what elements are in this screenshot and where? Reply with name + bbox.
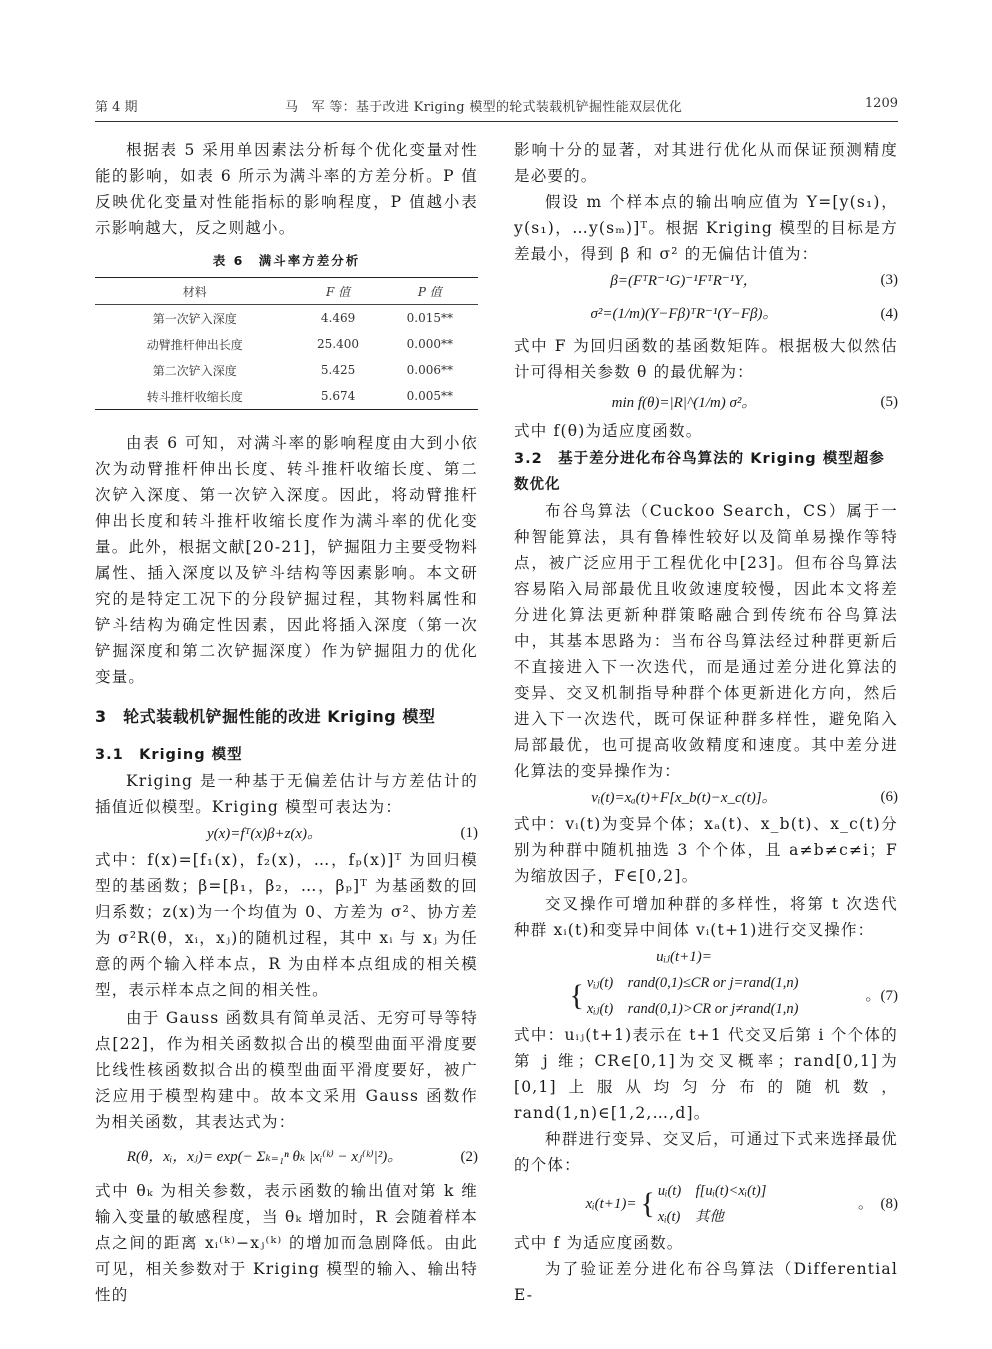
- paragraph: 为了验证差分进化布谷鸟算法（Differential E-: [514, 1260, 898, 1304]
- cell: 第二次铲入深度: [152, 363, 237, 378]
- variance-table: [95, 277, 478, 410]
- equation-number: (6): [880, 789, 898, 805]
- equation-number: (5): [880, 393, 898, 410]
- subsection-heading: 3.1 Kriging 模型: [95, 747, 243, 763]
- paragraph: 由表 6 可知，对满斗率的影响程度由大到小依次为动臂推杆伸出长度、转斗推杆收缩长度、第二次铲入深度、第一次铲入深度。因此，将动臂推杆伸出长度和转斗推杆收缩长度作为满斗率的优化变量。此外，根据文献[20-21]，铲掘阻力主要受物料属性、插入深度以及铲斗结构等因素影响。本文研究的是特定工况下的分段铲掘过程，其物料属性和铲斗结构为确定性因素，因此将插入深度（第一次铲掘深度和第二次铲掘深度）作为铲掘阻力的优化变量。: [95, 434, 478, 686]
- paragraph: 式中：f(x)=[f₁(x)，f₂(x)，…，fₚ(x)]ᵀ 为回归模型的基函数；β=[β₁，β₂，…，βₚ]ᵀ 为基函数的回归系数；z(x)为一个均值为 0、方差为 σ²、协方差为 σ²R(θ，xᵢ，xⱼ)的随机过程，其中 xᵢ 与 xⱼ 为任意的两个输入样本点，R 为由样本点组成的相关模型，表示样本点之间的相关性。: [95, 851, 478, 999]
- equation-5: min f(θ)=|R|^(1/m) σ²。: [611, 395, 757, 411]
- paragraph: 影响十分的显著，对其进行优化从而保证预测精度是必要的。: [514, 141, 898, 185]
- equation-number: (4): [880, 305, 898, 322]
- table-row: [95, 357, 478, 383]
- equation-2: R(θ，xᵢ，xⱼ)= exp(− Σₖ₌₁ⁿ θₖ |xᵢ⁽ᵏ⁾ − xⱼ⁽ᵏ⁾|²)。: [126, 1149, 403, 1165]
- equation-number: (3): [880, 272, 898, 288]
- paragraph: 布谷鸟算法（Cuckoo Search，CS）属于一种智能算法，具有鲁棒性较好以及简单易操作等特点，被广泛应用于工程优化中[23]。但布谷鸟算法容易陷入局部最优且收敛速度较慢，因此本文将差分进化算法更新种群策略融合到传统布谷鸟算法中，其基本思路为：当布谷鸟算法经过种群更新后不直接进入下一次迭代，而是通过差分进化算法的变异、交叉机制指导种群个体更新进化方向，然后进入下一次迭代，既可保证种群多样性，避免陷入局部最优，也可提高收敛精度和速度。其中差分进化算法的变异操作为：: [514, 502, 898, 780]
- paragraph: Kriging 是一种基于无偏差估计与方差估计的插值近似模型。Kriging 模型可表达为：: [95, 772, 478, 816]
- cell: 4.469: [320, 311, 356, 325]
- paragraph: 由于 Gauss 函数具有简单灵活、无穷可导等特点[22]，作为相关函数拟合出的模型曲面平滑度要比线性核函数拟合出的模型曲面平滑度要好，被广泛应用于模型构建中。故本文采用 Gauss 函数作为相关函数，其表达式为：: [95, 1009, 478, 1131]
- table-row: [95, 383, 478, 410]
- cell: 0.005**: [406, 389, 454, 403]
- subsection-heading: 3.2 基于差分进化布谷鸟算法的 Kriging 模型超参数优化: [514, 451, 885, 493]
- equation-row: [514, 970, 898, 1022]
- cell: 5.425: [320, 363, 356, 377]
- equation-row: [514, 1178, 898, 1230]
- equation-number: (2): [460, 1148, 478, 1165]
- equation-7-case2: xᵢⱼ(t) rand(0,1)>CR or j≠rand(1,n): [586, 1001, 799, 1017]
- paragraph: 式中 f 为适应度函数。: [514, 1234, 684, 1252]
- table-row: [95, 331, 478, 357]
- cell: 25.400: [317, 337, 360, 351]
- equation-row: [95, 1135, 478, 1178]
- equation-row: [514, 784, 898, 811]
- equation-8-case2: xᵢ(t) 其他: [657, 1209, 724, 1225]
- paragraph: 式中 F 为回归函数的基函数矩阵。根据极大似然估计可得相关参数 θ 的最优解为：: [514, 337, 898, 381]
- equation-7-lhs: uᵢⱼ(t+1)=: [656, 949, 712, 965]
- left-column: [95, 137, 478, 1308]
- cell: 5.674: [320, 389, 356, 403]
- equation-6: vᵢ(t)=xₐ(t)+F[x_b(t)−x_c(t)]。: [591, 790, 777, 806]
- col-header: F 值: [325, 284, 351, 299]
- equation-4: σ²=(1/m)(Y−Fβ)ᵀR⁻¹(Y−Fβ)。: [590, 306, 778, 322]
- equation-row: [95, 820, 478, 847]
- case-lines: [658, 1178, 766, 1230]
- header-rule: [95, 121, 898, 122]
- right-column: [514, 137, 898, 1308]
- equation-8-case1: uᵢ(t) f[uᵢ(t)<xᵢ(t)]: [657, 1183, 767, 1199]
- col-header: 材料: [182, 284, 207, 299]
- section-heading: 3 轮式装载机铲掘性能的改进 Kriging 模型: [95, 707, 436, 726]
- table-row: [95, 305, 478, 332]
- equation-row: [514, 385, 898, 418]
- col-header: P 值: [417, 284, 442, 299]
- paragraph: 式中 θₖ 为相关参数，表示函数的输出值对第 k 维输入变量的敏感程度，当 θₖ 增加时，R 会随着样本点之间的距离 xᵢ⁽ᵏ⁾−xⱼ⁽ᵏ⁾ 的增加而急剧降低。由此可见，相关参数对于 Kriging 模型的输入、输出特性的: [95, 1182, 478, 1304]
- cell: 第一次铲入深度: [152, 311, 237, 326]
- paragraph: 式中：vᵢ(t)为变异个体；xₐ(t)、x_b(t)、x_c(t)分别为种群中随机抽选 3 个个体，且 a≠b≠c≠i；F 为缩放因子，F∈[0,2]。: [514, 815, 898, 885]
- equation-number: 。(7): [865, 988, 898, 1004]
- brace: {: [640, 1187, 655, 1220]
- equation-number: 。 (8): [858, 1196, 898, 1212]
- page-number: 1209: [864, 96, 898, 111]
- equation-8-lhs: xᵢ(t+1)=: [585, 1196, 637, 1212]
- cell: 动臂推杆伸出长度: [146, 337, 243, 352]
- brace: {: [569, 979, 584, 1012]
- paragraph: 式中：uᵢⱼ(t+1)表示在 t+1 代交叉后第 i 个个体的第 j 维；CR∈[0,1]为交叉概率；rand[0,1]为[0,1]上服从均匀分布的随机数，rand(1,n)∈[1,2,…,d]。: [514, 1026, 898, 1122]
- cell: 0.015**: [406, 311, 454, 325]
- paragraph: 交叉操作可增加种群的多样性，将第 t 次迭代种群 xᵢ(t)和变异中间体 vᵢ(t+1)进行交叉操作：: [514, 895, 898, 939]
- equation-number: (1): [460, 825, 478, 841]
- paragraph: 种群进行变异、交叉后，可通过下式来选择最优的个体：: [514, 1130, 898, 1174]
- paragraph: 式中 f(θ)为适应度函数。: [514, 422, 703, 440]
- cell: 0.000**: [406, 337, 454, 351]
- equation-7-cases: [570, 970, 799, 1022]
- issue-number: 第 4 期: [95, 100, 138, 115]
- equation-row: [514, 267, 898, 294]
- equation-3: β=(FᵀR⁻¹G)⁻¹FᵀR⁻¹Y，: [610, 273, 758, 289]
- equation-1: y(x)=fᵀ(x)β+z(x)。: [206, 826, 323, 842]
- equation-row: [514, 943, 898, 970]
- equation-7-case1: vᵢⱼ(t) rand(0,1)≤CR or j=rand(1,n): [586, 975, 799, 991]
- table-caption: 表 6 满斗率方差分析: [212, 253, 361, 268]
- running-title: 马 军 等：基于改进 Kriging 模型的轮式装载机铲掘性能双层优化: [285, 100, 683, 115]
- case-lines: [587, 970, 799, 1022]
- equation-8: [586, 1178, 767, 1230]
- paragraph: 假设 m 个样本点的输出响应值为 Y=[y(s₁)，y(s₁)，…y(sₘ)]ᵀ。根据 Kriging 模型的目标是方差最小，得到 β 和 σ² 的无偏估计值为：: [514, 193, 898, 263]
- equation-row: [514, 294, 898, 333]
- cell: 转斗推杆收缩长度: [146, 389, 243, 404]
- cell: 0.006**: [406, 363, 454, 377]
- paragraph: 根据表 5 采用单因素法分析每个优化变量对性能的影响，如表 6 所示为满斗率的方差分析。P 值反映优化变量对性能指标的影响程度，P 值越小表示影响越大，反之则越小。: [95, 141, 478, 237]
